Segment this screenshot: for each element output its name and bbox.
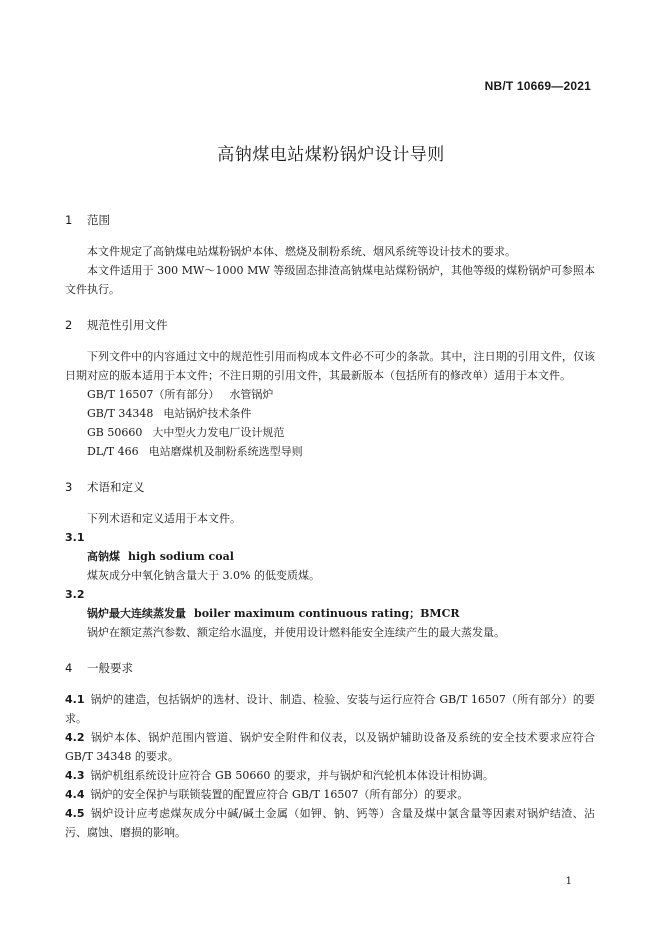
reference-name: 大中型火力发电厂设计规范 (152, 426, 285, 439)
section-number: 2 (65, 318, 73, 332)
term-chinese: 锅炉最大连续蒸发量 (87, 607, 186, 620)
clause-text: 锅炉机组系统设计应符合 GB 50660 的要求，并与锅炉和汽轮机本体设计相协调。 (90, 769, 494, 782)
section-number: 1 (65, 213, 73, 227)
reference-code: GB/T 16507（所有部分） (87, 388, 220, 401)
reference-name: 电站磨煤机及制粉系统选型导则 (148, 445, 303, 458)
clause (65, 690, 595, 728)
document-title: 高钠煤电站煤粉锅炉设计导则 (217, 145, 445, 165)
reference-code: GB 50660 (87, 426, 143, 439)
term-definition: 煤灰成分中氧化钠含量大于 3.0% 的低变质煤。 (87, 569, 320, 582)
paragraph: 下列术语和定义适用于本文件。 (87, 512, 241, 525)
page-number: 1 (565, 876, 572, 887)
paragraph: 本文件适用于 300 MW～1000 MW 等级固态排渣高钠煤电站煤粉锅炉，其他等级的煤粉锅炉可参照本文件执行。 (65, 264, 595, 296)
clause-number: 4.2 (65, 731, 85, 744)
clause-number: 4.1 (65, 693, 85, 706)
section-title: 规范性引用文件 (87, 318, 168, 332)
paragraph: 下列文件中的内容通过文中的规范性引用而构成本文件必不可少的条款。其中，注日期的引用文件，仅该日期对应的版本适用于本文件；不注日期的引用文件，其最新版本（包括所有的修改单）适用于本文件。 (65, 350, 595, 382)
clause-number: 4.4 (65, 788, 85, 801)
section-heading-scope (65, 210, 595, 230)
clause (65, 785, 595, 804)
clause-number: 4.5 (65, 807, 85, 820)
reference-item (65, 404, 595, 423)
section-heading-general-requirements (65, 658, 595, 678)
reference-item (65, 385, 595, 404)
clause-text: 锅炉的安全保护与联锁装置的配置应符合 GB/T 16507（所有部分）的要求。 (90, 788, 469, 801)
clause-text: 锅炉的建造，包括锅炉的选材、设计、制造、检验、安装与运行应符合 GB/T 16507（所有部分）的要求。 (65, 693, 595, 725)
paragraph: 本文件规定了高钠煤电站煤粉锅炉本体、燃烧及制粉系统、烟风系统等设计技术的要求。 (87, 245, 516, 258)
reference-item (65, 442, 595, 461)
term-entry (65, 547, 595, 566)
clause (65, 728, 595, 766)
reference-code: DL/T 466 (87, 445, 139, 458)
term-english: boiler maximum continuous rating；BMCR (194, 607, 460, 620)
reference-name: 水管锅炉 (229, 388, 274, 401)
section-title: 范围 (87, 213, 110, 227)
term-entry (65, 604, 595, 623)
section-number: 3 (65, 480, 73, 494)
term-number: 3.2 (65, 588, 85, 601)
section-title: 一般要求 (87, 661, 133, 675)
standard-code: NB/T 10669—2021 (484, 79, 591, 93)
clause (65, 766, 595, 785)
term-number: 3.1 (65, 531, 85, 544)
reference-code: GB/T 34348 (87, 407, 154, 420)
term-english: high sodium coal (128, 550, 234, 563)
document-body (65, 210, 595, 842)
clause (65, 804, 595, 842)
clause-number: 4.3 (65, 769, 85, 782)
clause-text: 锅炉本体、锅炉范围内管道、锅炉安全附件和仪表，以及锅炉辅助设备及系统的安全技术要求应符合 GB/T 34348 的要求。 (65, 731, 595, 763)
reference-name: 电站锅炉技术条件 (163, 407, 252, 420)
section-number: 4 (65, 661, 73, 675)
term-definition: 锅炉在额定蒸汽参数、额定给水温度，并使用设计燃料能安全连续产生的最大蒸发量。 (87, 626, 505, 639)
section-heading-terms-definitions (65, 477, 595, 497)
reference-item (65, 423, 595, 442)
section-title: 术语和定义 (87, 480, 145, 494)
term-chinese: 高钠煤 (87, 550, 120, 563)
section-heading-normative-references (65, 315, 595, 335)
clause-text: 锅炉设计应考虑煤灰成分中碱/碱土金属（如钾、钠、钙等）含量及煤中氯含量等因素对锅炉结渣、沾污、腐蚀、磨损的影响。 (65, 807, 595, 839)
